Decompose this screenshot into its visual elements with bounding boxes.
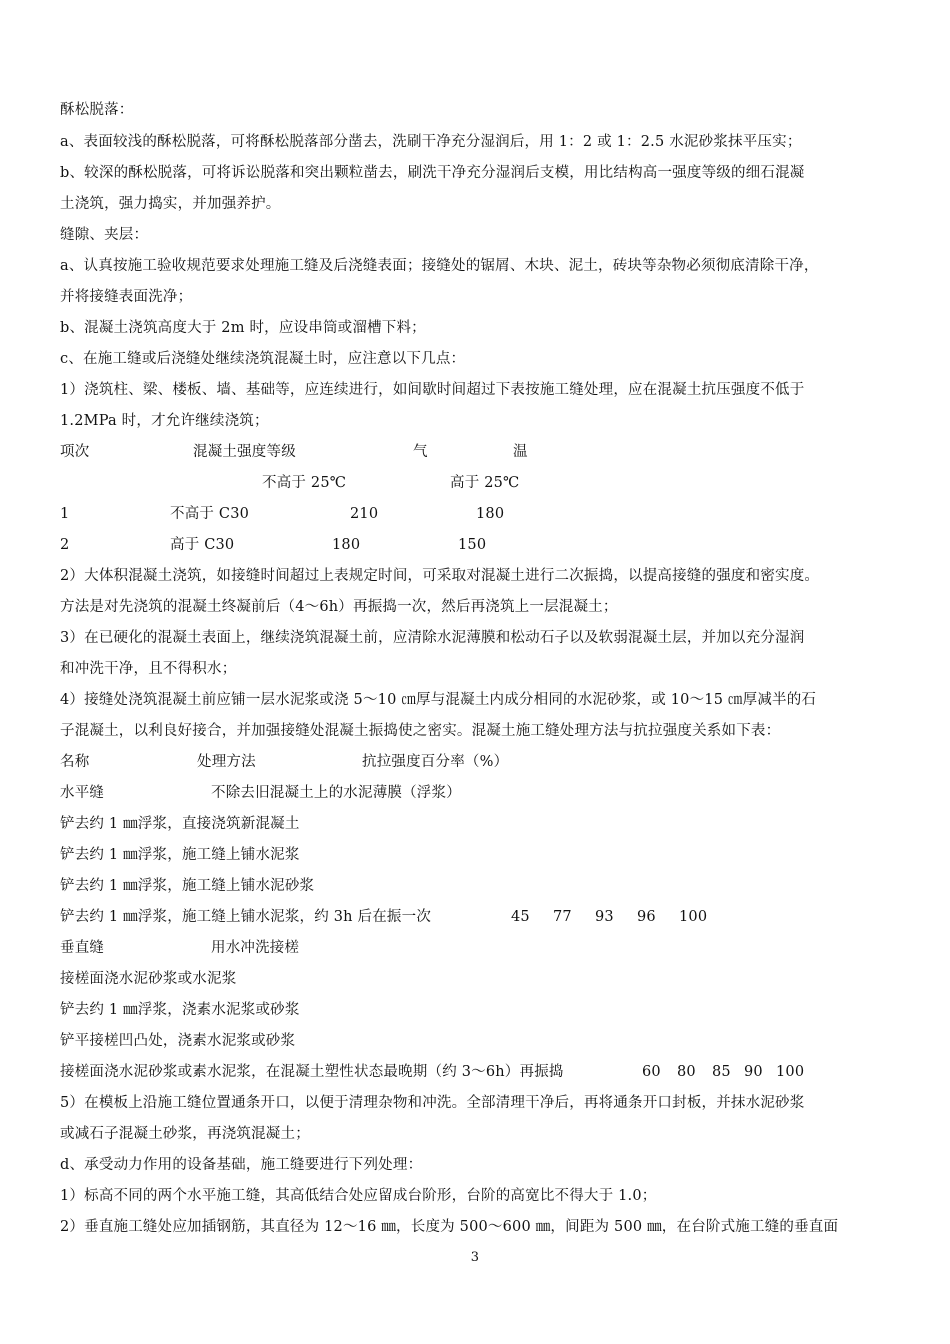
table-header-name: 名称 — [60, 754, 90, 770]
table-cell-value: 77 — [553, 909, 572, 925]
text-line: 子混凝土，以利良好接合，并加强接缝处混凝土振捣使之密实。混凝土施工缝处理方法与抗拉强度关系如下表： — [60, 723, 781, 739]
table-cell-value: 100 — [776, 1064, 805, 1080]
text-line: a、表面较浅的酥松脱落，可将酥松脱落部分凿去，洗刷干净充分湿润后，用 1：2 或 1：2.5 水泥砂浆抹平压实； — [60, 134, 802, 150]
table-cell-value: 93 — [595, 909, 614, 925]
table-cell: 180 — [332, 537, 361, 553]
page-number: 3 — [470, 1250, 480, 1265]
table-cell-method: 用水冲洗接槎 — [211, 940, 300, 956]
text-line: 或减石子混凝土砂浆，再浇筑混凝土； — [60, 1126, 310, 1142]
table-header-temperature: 温 — [513, 444, 528, 460]
table-header-air: 气 — [413, 444, 428, 460]
table-cell: 不高于 C30 — [170, 506, 250, 522]
table-cell-value: 100 — [679, 909, 708, 925]
text-line: 1）标高不同的两个水平施工缝，其高低结合处应留成台阶形，台阶的高宽比不得大于 1.0； — [60, 1188, 657, 1204]
table-cell-method: 铲去约 1 ㎜浮浆，浇素水泥浆或砂浆 — [60, 1002, 300, 1018]
text-line: a、认真按施工验收规范要求处理施工缝及后浇缝表面；接缝处的锯屑、木块、泥土，砖块等杂物必须彻底清除干净， — [60, 258, 819, 274]
text-line: d、承受动力作用的设备基础，施工缝要进行下列处理： — [60, 1157, 423, 1173]
text-line: 并将接缝表面洗净； — [60, 289, 193, 305]
table-cell: 180 — [476, 506, 505, 522]
table-cell: 1 — [60, 506, 70, 522]
table-cell-joint-name: 水平缝 — [60, 785, 105, 801]
text-line: 4）接缝处浇筑混凝土前应铺一层水泥浆或浇 5～10 ㎝厚与混凝土内成分相同的水泥砂浆，或 10～15 ㎝厚减半的石 — [60, 692, 817, 708]
table-cell: 2 — [60, 537, 70, 553]
table-subheader-le25: 不高于 25℃ — [262, 475, 347, 491]
text-line: 土浇筑，强力捣实，并加强养护。 — [60, 196, 281, 212]
table-cell-method: 不除去旧混凝土上的水泥薄膜（浮浆） — [211, 785, 461, 801]
table-header-tensile-percent: 抗拉强度百分率（%） — [362, 754, 509, 770]
table-cell-value: 45 — [511, 909, 530, 925]
table-header-method: 处理方法 — [197, 754, 256, 770]
table-cell-value: 85 — [712, 1064, 731, 1080]
table-cell-method: 接槎面浇水泥砂浆或水泥浆 — [60, 971, 237, 987]
table-cell-joint-name: 垂直缝 — [60, 940, 105, 956]
text-line: 2）大体积混凝土浇筑，如接缝时间超过上表规定时间，可采取对混凝土进行二次振捣，以提高接缝的强度和密实度。 — [60, 568, 820, 584]
text-line: 1.2MPa 时，才允许继续浇筑； — [60, 413, 269, 429]
table-cell-value: 96 — [637, 909, 656, 925]
text-line: 1）浇筑柱、梁、楼板、墙、基础等，应连续进行，如间歇时间超过下表按施工缝处理，应在混凝土抗压强度不低于 — [60, 382, 805, 398]
table-subheader-gt25: 高于 25℃ — [450, 475, 520, 491]
section-heading-loose-spalling: 酥松脱落： — [60, 102, 134, 118]
table-cell-method: 铲平接槎凹凸处，浇素水泥浆或砂浆 — [60, 1033, 296, 1049]
table-cell: 210 — [350, 506, 379, 522]
table-cell-value: 90 — [744, 1064, 763, 1080]
text-line: 5）在模板上沿施工缝位置通条开口，以便于清理杂物和冲洗。全部清理干净后，再将通条开口封板，并抹水泥砂浆 — [60, 1095, 805, 1111]
text-line: c、在施工缝或后浇缝处继续浇筑混凝土时，应注意以下几点： — [60, 351, 466, 367]
table-cell-value: 60 — [642, 1064, 661, 1080]
text-line: b、混凝土浇筑高度大于 2m 时，应设串筒或溜槽下料； — [60, 320, 426, 336]
table-header-strength-grade: 混凝土强度等级 — [193, 444, 296, 460]
table-cell-method: 铲去约 1 ㎜浮浆，施工缝上铺水泥砂浆 — [60, 878, 315, 894]
section-heading-gaps-interlayers: 缝隙、夹层： — [60, 227, 149, 243]
text-line: 2）垂直施工缝处应加插钢筋，其直径为 12～16 ㎜，长度为 500～600 ㎜，间距为 500 ㎜，在台阶式施工缝的垂直面 — [60, 1219, 839, 1235]
table-header-item-no: 项次 — [60, 444, 90, 460]
table-cell: 150 — [458, 537, 487, 553]
table-cell-method: 铲去约 1 ㎜浮浆，直接浇筑新混凝土 — [60, 816, 300, 832]
table-cell: 高于 C30 — [170, 537, 235, 553]
text-line: b、较深的酥松脱落，可将诉讼脱落和突出颗粒凿去，刷洗干净充分湿润后支模，用比结构高一强度等级的细石混凝 — [60, 165, 805, 181]
table-cell-method: 铲去约 1 ㎜浮浆，施工缝上铺水泥浆，约 3h 后在振一次 — [60, 909, 432, 925]
text-line: 和冲洗干净，且不得积水； — [60, 661, 237, 677]
text-line: 方法是对先浇筑的混凝土终凝前后（4～6h）再振捣一次，然后再浇筑上一层混凝土； — [60, 599, 618, 615]
table-cell-method: 接槎面浇水泥砂浆或素水泥浆，在混凝土塑性状态最晚期（约 3～6h）再振捣 — [60, 1064, 564, 1080]
text-line: 3）在已硬化的混凝土表面上，继续浇筑混凝土前，应清除水泥薄膜和松动石子以及软弱混凝土层，并加以充分湿润 — [60, 630, 805, 646]
table-cell-method: 铲去约 1 ㎜浮浆，施工缝上铺水泥浆 — [60, 847, 300, 863]
table-cell-value: 80 — [677, 1064, 696, 1080]
